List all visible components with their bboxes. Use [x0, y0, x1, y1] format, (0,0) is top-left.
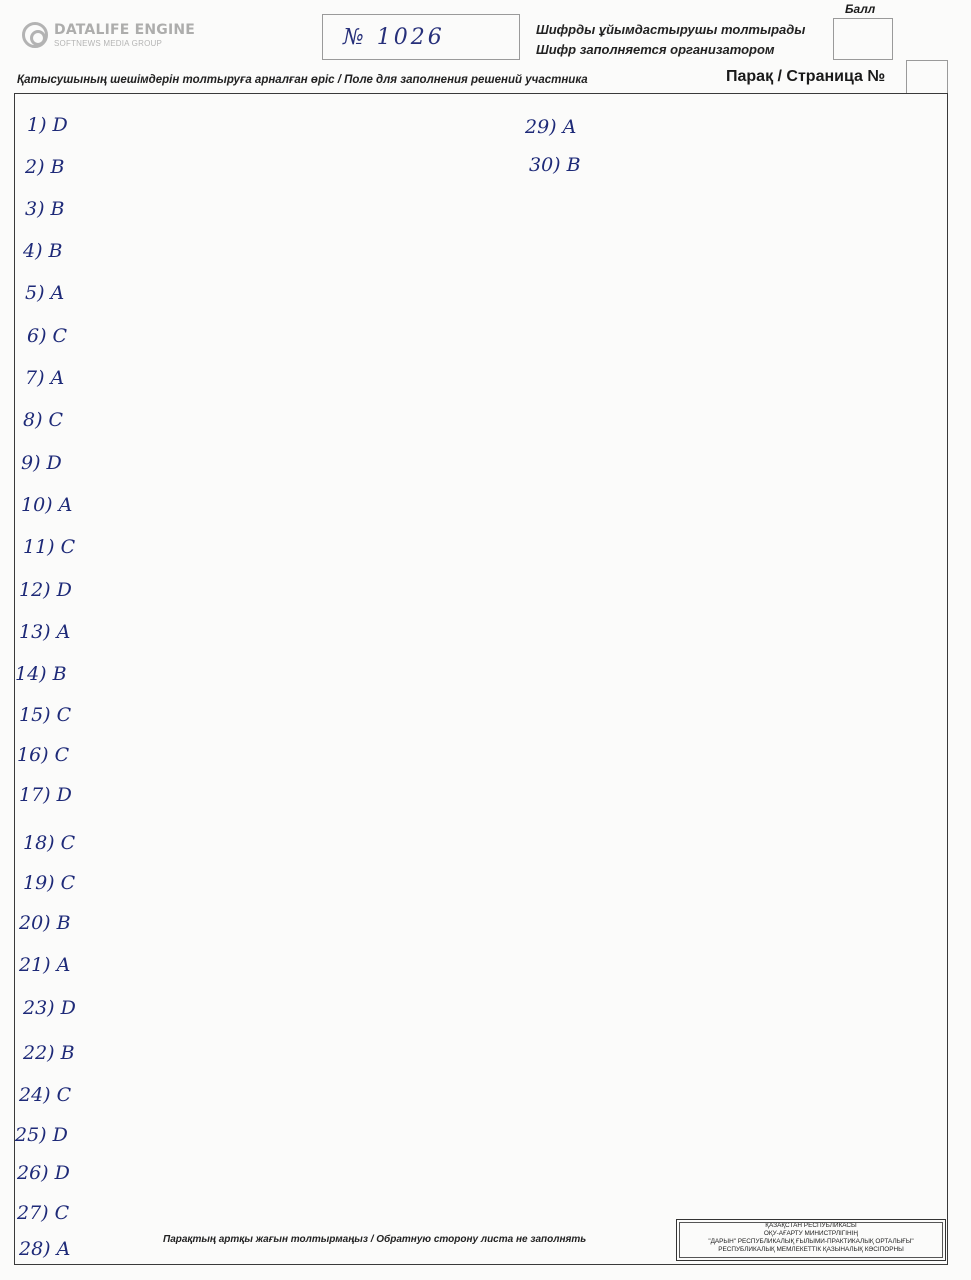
organizer-note-kz: Шифрды ұйымдастырушы толтырады [536, 22, 806, 37]
stamp-line: "ДАРЫН" РЕСПУБЛИКАЛЫҚ ҒЫЛЫМИ-ПРАКТИКАЛЫҚ ОРТАЛЫҒЫ" [708, 1238, 914, 1245]
answer-item: 19) C [23, 872, 76, 894]
answer-item: 10) A [21, 494, 73, 516]
answer-item: 17) D [19, 784, 72, 806]
watermark-logo-icon [22, 22, 48, 48]
score-box [833, 18, 893, 60]
answer-item: 9) D [21, 452, 62, 474]
answer-field [14, 93, 948, 1265]
answer-item: 6) C [27, 325, 68, 347]
cipher-box [322, 14, 520, 60]
stamp-line: ОҚУ-АҒАРТУ МИНИСТРЛІГІНІҢ [763, 1230, 859, 1237]
answer-item: 24) C [19, 1084, 72, 1106]
organizer-note-ru: Шифр заполняется организатором [536, 42, 775, 57]
footer-note: Парақтың артқы жағын толтырмаңыз / Обратную сторону листа не заполнять [163, 1234, 587, 1245]
answer-item: 29) A [525, 116, 577, 138]
page-number-label: Парақ / Страница № [726, 68, 886, 85]
answer-item: 21) A [19, 954, 71, 976]
watermark-title: DATALIFE ENGINE [54, 21, 196, 38]
answer-item: 4) B [23, 240, 63, 262]
answer-item: 25) D [15, 1124, 68, 1146]
watermark [22, 22, 195, 48]
answer-item: 7) A [25, 367, 65, 389]
answer-item: 8) C [23, 409, 64, 431]
cipher-handwritten: № 1026 [343, 25, 445, 50]
organizer-note [536, 20, 805, 60]
watermark-subtitle: SOFTNEWS MEDIA GROUP [54, 38, 163, 48]
answer-item: 11) C [23, 536, 76, 558]
stamp-line: ҚАЗАҚСТАН РЕСПУБЛИКАСЫ [765, 1222, 857, 1229]
answer-item: 1) D [27, 114, 68, 136]
answer-item: 26) D [17, 1162, 70, 1184]
answer-item: 27) C [17, 1202, 70, 1224]
answer-item: 18) C [23, 832, 76, 854]
answer-item: 3) B [25, 198, 65, 220]
answer-item: 15) C [19, 704, 72, 726]
institution-stamp [676, 1219, 946, 1261]
answer-item: 20) B [19, 912, 71, 934]
answer-item: 5) A [25, 282, 65, 304]
page-number-box [906, 60, 948, 94]
stamp-line: РЕСПУБЛИКАЛЫҚ МЕМЛЕКЕТТІК ҚАЗЫНАЛЫҚ КӘСІПОРНЫ [718, 1246, 904, 1253]
score-label: Балл [845, 2, 876, 16]
answer-item: 16) C [17, 744, 70, 766]
answer-item: 30) B [529, 154, 581, 176]
answer-item: 12) D [19, 579, 72, 601]
field-label: Қатысушының шешімдерін толтыруға арналған өріс / Поле для заполнения решений участника [17, 74, 588, 86]
answer-item: 22) B [23, 1042, 75, 1064]
answer-item: 2) B [25, 156, 65, 178]
answer-item: 13) A [19, 621, 71, 643]
answer-item: 14) B [15, 663, 67, 685]
answer-item: 28) A [19, 1238, 71, 1260]
answer-item: 23) D [23, 997, 76, 1019]
